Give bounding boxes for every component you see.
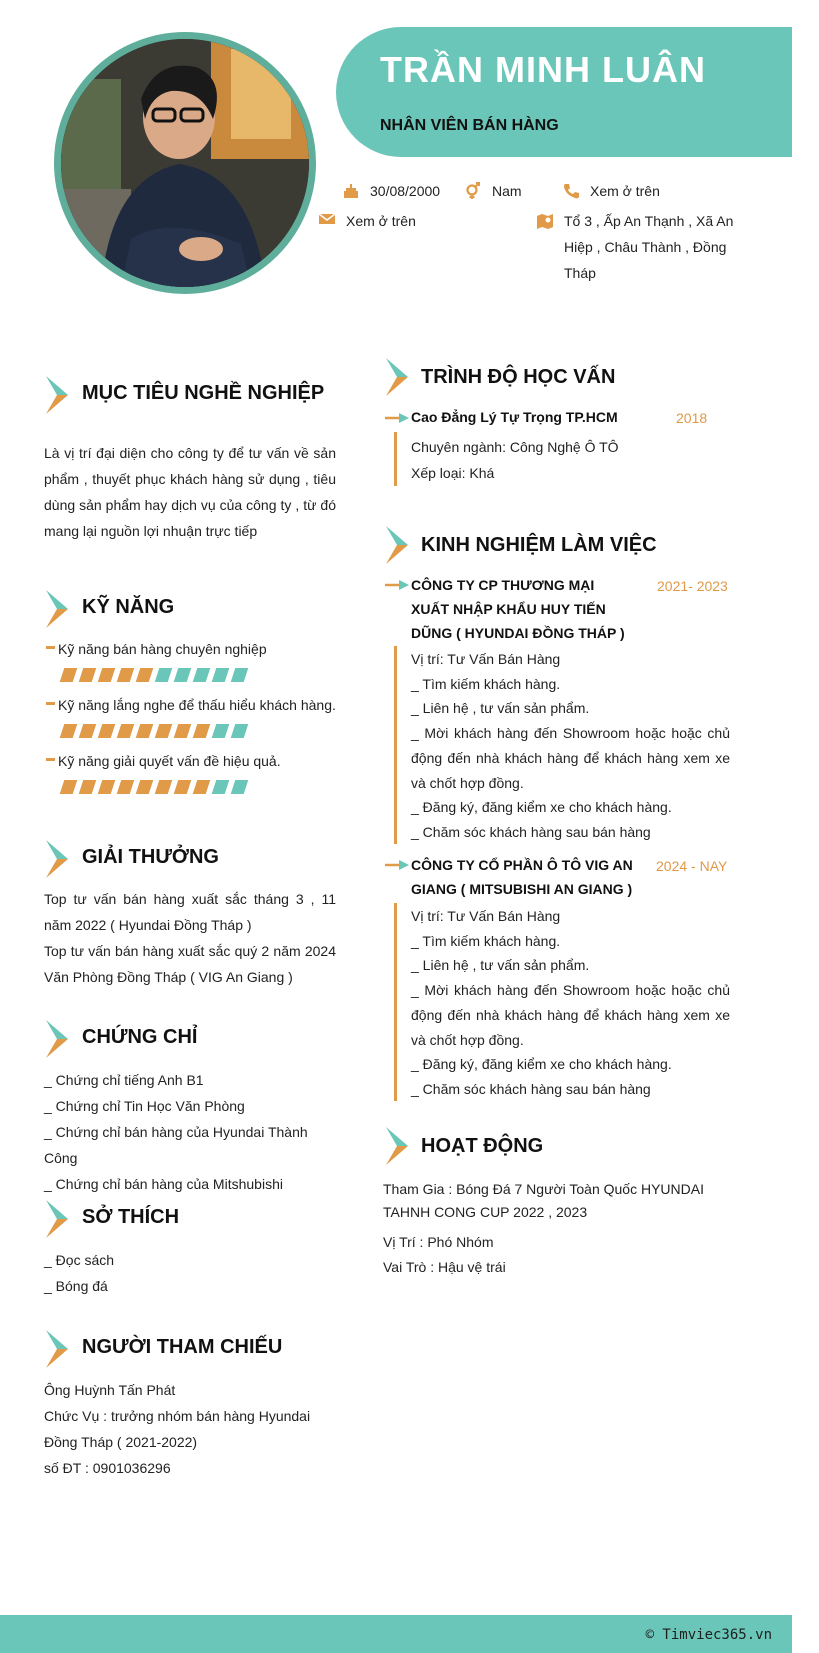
skill-level-segment [117, 780, 135, 794]
info-email: Xem ở trên [318, 208, 518, 234]
activities-list [383, 1178, 743, 1280]
skill-level-segment [136, 780, 154, 794]
arrow-right-icon [385, 413, 409, 423]
skill-level-segment [155, 724, 173, 738]
map-icon [536, 212, 554, 230]
activity-line: Vai Trò : Hậu vệ trái [383, 1259, 506, 1275]
certificate-item: _ Chứng chỉ Tin Học Văn Phòng [44, 1098, 245, 1114]
phone-icon [562, 182, 580, 200]
job-line: _ Chăm sóc khách hàng sau bán hàng [411, 1080, 651, 1097]
section-chevron-icon [384, 356, 410, 398]
job-line: _ Tìm kiếm khách hàng. [411, 932, 561, 949]
skill-level-segment [212, 668, 230, 682]
activity-line: Vị Trí : Phó Nhóm [383, 1234, 494, 1250]
gender-icon [464, 182, 482, 200]
skill-level-segment [193, 780, 211, 794]
section-title-activities: HOẠT ĐỘNG [421, 1135, 544, 1157]
name-banner [336, 27, 792, 157]
full-name: TRẦN MINH LUÂN [380, 49, 706, 90]
education-school: Cao Đẳng Lý Tự Trọng TP.HCM [411, 409, 618, 425]
skill-level-segment [79, 724, 97, 738]
section-title-references: NGƯỜI THAM CHIẾU [82, 1336, 283, 1358]
job-period: 2021- 2023 [657, 578, 728, 594]
job-line: _ Liên hệ , tư vấn sản phẩm. [411, 700, 590, 717]
profile-photo [61, 39, 309, 287]
cake-icon [342, 182, 360, 200]
award-item: Top tư vấn bán hàng xuất sắc tháng 3 , 11 năm 2022 ( Hyundai Đồng Tháp ) [44, 891, 336, 933]
skill-label: Kỹ năng lắng nghe để thấu hiểu khách hàng. [58, 697, 336, 713]
education-line: Xếp loại: Khá [411, 465, 495, 481]
skill-label: Kỹ năng bán hàng chuyên nghiệp [58, 641, 267, 657]
skill-level-segment [231, 724, 249, 738]
skill-level-segment [98, 668, 116, 682]
job-details [411, 647, 730, 845]
job-company: CÔNG TY CỔ PHẦN Ô TÔ VIG AN GIANG ( MITSUBISHI AN GIANG ) [411, 857, 633, 897]
email-icon [318, 210, 336, 228]
skill-level-segment [60, 668, 78, 682]
skill-level-bar [62, 668, 246, 682]
job-title: NHÂN VIÊN BÁN HÀNG [380, 117, 559, 134]
skill-level-segment [231, 668, 249, 682]
timeline-line [394, 432, 397, 486]
timeline-line [394, 646, 397, 844]
section-title-experience: KINH NGHIỆM LÀM VIỆC [421, 534, 657, 556]
job-line: Vị trí: Tư Vấn Bán Hàng [411, 651, 561, 667]
info-birthday: 30/08/2000 [342, 178, 462, 204]
skill-level-segment [136, 668, 154, 682]
skill-level-segment [212, 780, 230, 794]
arrow-right-icon [385, 860, 409, 870]
skill-level-segment [136, 724, 154, 738]
job-line: _ Mời khách hàng đến Showroom hoặc hoặc chủ động đến nhà khách hàng để khách hàng xem xe và chốt hợp đồng. [411, 725, 730, 791]
hobby-item: _ Bóng đá [44, 1278, 108, 1294]
skill-level-segment [60, 724, 78, 738]
certificate-item: _ Chứng chỉ bán hàng của Hyundai Thành Công [44, 1124, 308, 1166]
skill-dash-icon [46, 758, 55, 761]
skill-level-segment [98, 780, 116, 794]
awards-list [44, 886, 336, 990]
skill-level-segment [155, 780, 173, 794]
skill-level-segment [79, 668, 97, 682]
reference-line: Chức Vụ : trưởng nhóm bán hàng Hyundai Đồng Tháp ( 2021-2022) [44, 1408, 311, 1450]
footer-bar [0, 1615, 792, 1653]
skill-label: Kỹ năng giải quyết vấn đề hiệu quả. [58, 753, 281, 769]
skill-dash-icon [46, 646, 55, 649]
section-chevron-icon [384, 524, 410, 566]
info-address: Tổ 3 , Ấp An Thạnh , Xã An Hiệp , Châu Thành , Đồng Tháp [536, 208, 736, 286]
skill-level-bar [62, 724, 246, 738]
section-chevron-icon [44, 374, 70, 416]
skill-level-segment [193, 724, 211, 738]
skill-level-segment [174, 724, 192, 738]
skill-level-segment [193, 668, 211, 682]
timeline-line [394, 903, 397, 1101]
reference-line: Ông Huỳnh Tấn Phát [44, 1382, 176, 1398]
section-chevron-icon [44, 1018, 70, 1060]
section-chevron-icon [384, 1125, 410, 1167]
skill-level-segment [174, 780, 192, 794]
skill-level-bar [62, 780, 246, 794]
certificates-list [44, 1067, 344, 1197]
job-period: 2024 - NAY [656, 858, 728, 874]
references-list [44, 1377, 336, 1481]
education-details [411, 434, 731, 486]
job-details [411, 904, 730, 1102]
section-title-awards: GIẢI THƯỞNG [82, 846, 219, 868]
info-phone: Xem ở trên [562, 178, 692, 204]
hobby-item: _ Đọc sách [44, 1252, 115, 1268]
skill-level-segment [117, 724, 135, 738]
skill-level-segment [155, 668, 173, 682]
footer-copyright[interactable]: © Timviec365.vn [645, 1627, 772, 1643]
section-title-hobbies: SỞ THÍCH [82, 1206, 180, 1228]
section-chevron-icon [44, 588, 70, 630]
job-line: _ Đăng ký, đăng kiểm xe cho khách hàng. [411, 799, 672, 816]
certificate-item: _ Chứng chỉ tiếng Anh B1 [44, 1072, 204, 1088]
education-line: Chuyên ngành: Công Nghệ Ô TÔ [411, 439, 619, 455]
reference-line: số ĐT : 0901036296 [44, 1460, 171, 1476]
education-year: 2018 [676, 410, 708, 426]
section-title-skills: KỸ NĂNG [82, 596, 175, 618]
skill-level-segment [98, 724, 116, 738]
hobbies-list [44, 1247, 344, 1299]
arrow-right-icon [385, 580, 409, 590]
section-title-certificates: CHỨNG CHỈ [82, 1026, 198, 1048]
job-line: Vị trí: Tư Vấn Bán Hàng [411, 908, 561, 924]
job-line: _ Chăm sóc khách hàng sau bán hàng [411, 823, 651, 840]
activity-line: Tham Gia : Bóng Đá 7 Người Toàn Quốc HYUNDAI TAHNH CONG CUP 2022 , 2023 [383, 1181, 704, 1220]
job-line: _ Tìm kiếm khách hàng. [411, 675, 561, 692]
job-company: CÔNG TY CP THƯƠNG MẠI XUẤT NHẬP KHẨU HUY TIẾN DŨNG ( HYUNDAI ĐỒNG THÁP ) [411, 577, 625, 641]
certificate-item: _ Chứng chỉ bán hàng của Mitshubishi [44, 1176, 283, 1192]
section-chevron-icon [44, 838, 70, 880]
section-chevron-icon [44, 1198, 70, 1240]
skill-level-segment [212, 724, 230, 738]
job-line: _ Mời khách hàng đến Showroom hoặc hoặc chủ động đến nhà khách hàng để khách hàng xem xe và chốt hợp đồng. [411, 982, 730, 1048]
section-chevron-icon [44, 1328, 70, 1370]
section-title-objective: MỤC TIÊU NGHỀ NGHIỆP [82, 382, 325, 404]
award-item: Top tư vấn bán hàng xuất sắc quý 2 năm 2024 Văn Phòng Đồng Tháp ( VIG An Giang ) [44, 943, 336, 985]
job-line: _ Đăng ký, đăng kiểm xe cho khách hàng. [411, 1056, 672, 1073]
skill-dash-icon [46, 702, 55, 705]
skill-level-segment [174, 668, 192, 682]
info-gender: Nam [464, 178, 554, 204]
objective-text: Là vị trí đại diện cho công ty để tư vấn về sản phẩm , thuyết phục khách hàng sử dụng , tiêu dùng sản phẩm hay dịch vụ của công ty , từ đó mang lại nguồn lợi nhuận trực tiếp [44, 445, 336, 539]
skill-level-segment [117, 668, 135, 682]
avatar [54, 32, 316, 294]
job-line: _ Liên hệ , tư vấn sản phẩm. [411, 957, 590, 974]
section-title-education: TRÌNH ĐỘ HỌC VẤN [421, 366, 616, 388]
skill-level-segment [79, 780, 97, 794]
skill-level-segment [60, 780, 78, 794]
skill-level-segment [231, 780, 249, 794]
